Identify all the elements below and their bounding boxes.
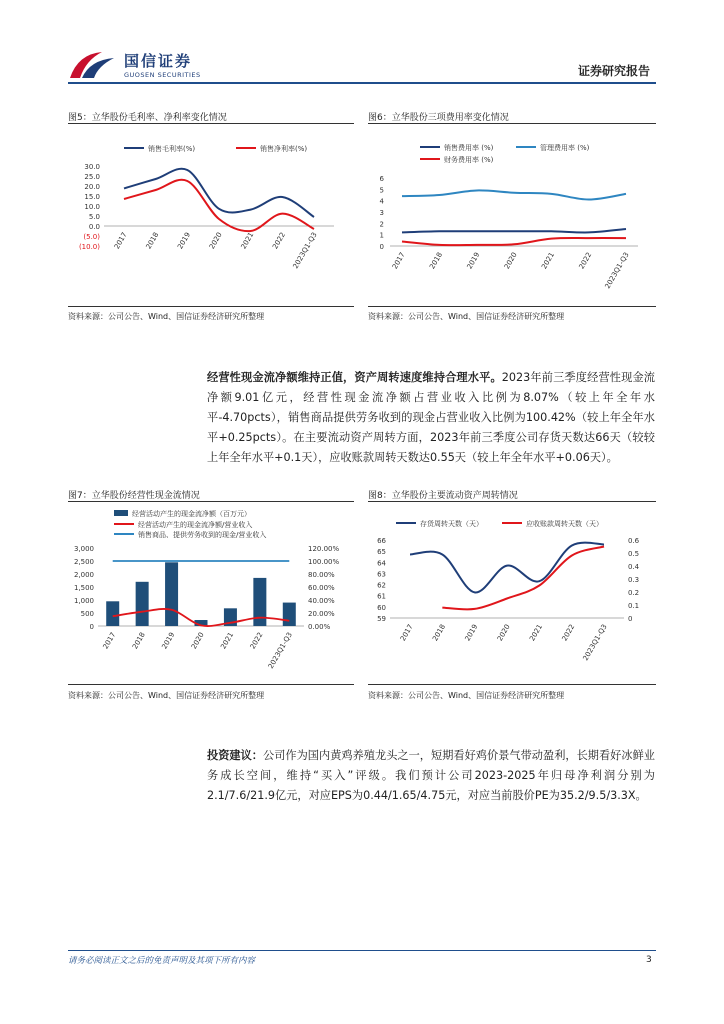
fig5-bottom-rule xyxy=(68,306,354,307)
fig7-y-right-tick-0: 120.00% xyxy=(308,545,340,553)
fig6-y-tick-3: 3 xyxy=(379,209,384,217)
footer-rule xyxy=(68,950,656,951)
fig6-x-tick-1: 2018 xyxy=(428,251,445,271)
cashflow-paragraph-text: 2023年前三季度经营性现金流净额9.01亿元，经营性现金流净额占营业收入比例为8.07%（较上年全年水平-4.70pcts），销售商品提供劳务收到的现金占营业收入比例为100.42%（较上年全年水平+0.25pcts）。在主要流动资产周转方面，2023年前三季度公司存货天数达66天（较较上年全年水平+0.1天），应收账款周转天数达0.55天（较上年全年水平+0.06天）。 xyxy=(207,371,655,464)
fig8-source: 资料来源：公司公告、Wind、国信证券经济研究所整理 xyxy=(368,691,565,700)
fig8-y-left-tick-5: 61 xyxy=(377,592,386,601)
fig7-bar-6 xyxy=(283,603,296,626)
fig7-x-tick-6: 2023Q1-Q3 xyxy=(266,631,295,671)
fig5-x-tick-3: 2020 xyxy=(207,231,224,251)
fig8-y-right-tick-2: 0.4 xyxy=(628,563,640,571)
fig6-legend-label-0: 销售费用率 (%) xyxy=(444,144,494,152)
logo-name-en: GUOSEN SECURITIES xyxy=(124,71,201,79)
fig8-x-tick-5: 2022 xyxy=(560,623,577,643)
fig7-y-right-tick-2: 80.00% xyxy=(308,571,335,579)
fig8-legend-label-0: 存货周转天数（天） xyxy=(420,520,483,528)
fig8-x-tick-2: 2019 xyxy=(463,623,480,643)
fig8-y-left-tick-4: 62 xyxy=(377,581,386,590)
fig8-y-right-tick-4: 0.2 xyxy=(628,589,640,597)
fig7-y-left-tick-0: 3,000 xyxy=(73,545,94,553)
fig5-chart xyxy=(68,130,354,300)
fig7-y-left-tick-2: 2,000 xyxy=(73,571,94,579)
fig8-x-tick-1: 2018 xyxy=(431,623,448,643)
investment-advice-paragraph xyxy=(207,746,655,806)
fig5-title: 图5：立华股份毛利率、净利率变化情况 xyxy=(68,113,227,123)
fig8-series-line-0 xyxy=(410,543,604,593)
fig8-top-rule xyxy=(368,501,656,502)
fig5-y-tick-3: 15.0 xyxy=(84,193,100,201)
fig7-y-left-tick-6: 0 xyxy=(89,623,94,631)
fig8-y-left-tick-3: 63 xyxy=(377,570,386,579)
header-rule xyxy=(68,82,656,84)
fig6-x-tick-2: 2019 xyxy=(465,251,482,271)
fig7-y-right-tick-1: 100.00% xyxy=(308,558,340,566)
fig7-y-left-tick-4: 1,000 xyxy=(73,597,94,605)
fig7-source: 资料来源：公司公告、Wind、国信证券经济研究所整理 xyxy=(68,691,265,700)
fig8-x-tick-4: 2021 xyxy=(528,623,545,643)
fig8-x-tick-3: 2020 xyxy=(495,623,512,643)
fig5-x-tick-1: 2018 xyxy=(144,231,161,251)
fig6-y-tick-6: 0 xyxy=(379,243,384,251)
cashflow-paragraph xyxy=(207,368,655,468)
fig5-y-tick-1: 25.0 xyxy=(84,173,100,181)
fig7-x-tick-3: 2020 xyxy=(189,631,206,651)
fig8-y-left-tick-2: 64 xyxy=(377,559,386,568)
fig8-x-tick-6: 2023Q1-Q3 xyxy=(581,623,609,663)
logo-name-cn: 国信证券 xyxy=(124,52,193,70)
fig7-x-tick-1: 2018 xyxy=(131,631,147,651)
fig5-y-tick-2: 20.0 xyxy=(84,183,100,191)
fig8-y-left-tick-1: 65 xyxy=(377,548,386,557)
fig7-legend-label-1: 经营活动产生的现金流净额/营业收入 xyxy=(138,521,253,529)
fig8-y-left-tick-7: 59 xyxy=(377,615,386,623)
footer-disclaimer: 请务必阅读正文之后的免责声明及其项下所有内容 xyxy=(68,956,256,966)
fig6-x-tick-0: 2017 xyxy=(390,251,407,271)
fig5-series-line-0 xyxy=(124,169,314,217)
fig8-x-tick-0: 2017 xyxy=(398,623,415,643)
fig7-y-right-tick-6: 0.00% xyxy=(308,623,331,631)
fig5-y-tick-5: 5.0 xyxy=(88,213,100,221)
fig7-bar-0 xyxy=(106,601,119,626)
fig5-source: 资料来源：公司公告、Wind、国信证券经济研究所整理 xyxy=(68,312,265,321)
fig5-legend-label-0: 销售毛利率(%) xyxy=(148,145,196,153)
fig7-y-left-tick-5: 500 xyxy=(80,610,94,618)
fig6-legend-label-1: 管理费用率 (%) xyxy=(540,144,590,152)
fig8-y-left-tick-6: 60 xyxy=(377,603,386,612)
fig6-legend-label-2: 财务费用率 (%) xyxy=(444,156,494,164)
fig6-series-line-0 xyxy=(402,229,626,232)
fig6-x-tick-6: 2023Q1-Q3 xyxy=(603,251,631,291)
fig6-y-tick-2: 4 xyxy=(379,197,384,206)
fig7-x-tick-5: 2022 xyxy=(248,631,265,651)
fig8-title: 图8：立华股份主要流动资产周转情况 xyxy=(368,491,518,501)
report-type: 证券研究报告 xyxy=(578,64,651,78)
fig7-y-left-tick-3: 1,500 xyxy=(73,584,94,592)
fig7-y-right-tick-3: 60.00% xyxy=(308,584,335,592)
investment-advice-text: 公司作为国内黄鸡养殖龙头之一，短期看好鸡价景气带动盈利，长期看好冰鲜业务成长空间，维持“买入”评级。我们预计公司2023-2025年归母净利润分别为2.1/7.6/21.9亿元，对应EPS为0.44/1.65/4.75元，对应当前股价PE为35.2/9.5/3.3X。 xyxy=(207,749,655,802)
fig6-bottom-rule xyxy=(368,306,656,307)
page-number: 3 xyxy=(646,955,652,965)
fig6-source: 资料来源：公司公告、Wind、国信证券经济研究所整理 xyxy=(368,312,565,321)
fig7-x-tick-4: 2021 xyxy=(219,631,236,651)
fig6-y-tick-4: 2 xyxy=(379,220,384,229)
fig8-bottom-rule xyxy=(368,684,656,685)
fig7-top-rule xyxy=(68,501,354,502)
fig8-y-right-tick-6: 0 xyxy=(628,615,633,623)
fig5-y-tick-4: 10.0 xyxy=(84,203,100,211)
cashflow-paragraph-bold: 经营性现金流净额维持正值，资产周转速度维持合理水平。 xyxy=(207,371,502,384)
fig6-title: 图6：立华股份三项费用率变化情况 xyxy=(368,113,509,123)
logo-mark-icon xyxy=(68,48,118,82)
fig8-y-left-tick-0: 66 xyxy=(377,537,386,545)
fig7-chart xyxy=(68,506,354,680)
fig6-top-rule xyxy=(368,123,656,124)
fig7-title: 图7：立华股份经营性现金流情况 xyxy=(68,491,200,501)
fig5-x-tick-5: 2022 xyxy=(271,231,288,251)
logo xyxy=(68,48,118,82)
fig5-y-tick-8: (10.0) xyxy=(78,243,100,251)
fig8-y-right-tick-3: 0.3 xyxy=(628,576,640,584)
fig6-x-tick-4: 2021 xyxy=(540,251,557,271)
fig7-y-left-tick-1: 2,500 xyxy=(73,558,94,566)
fig8-series-line-1 xyxy=(442,547,604,610)
fig8-y-right-tick-0: 0.6 xyxy=(628,537,640,545)
fig7-bar-1 xyxy=(136,582,149,626)
fig6-x-tick-5: 2022 xyxy=(577,251,594,271)
fig7-x-tick-0: 2017 xyxy=(101,631,118,651)
fig6-series-line-1 xyxy=(402,190,626,199)
fig5-x-tick-0: 2017 xyxy=(112,231,129,251)
fig7-y-right-tick-4: 40.00% xyxy=(308,597,335,605)
fig7-legend-label-0: 经营活动产生的现金流净额（百万元） xyxy=(132,510,251,518)
fig7-bottom-rule xyxy=(68,684,354,685)
fig7-bar-2 xyxy=(165,562,178,626)
fig7-legend-label-2: 销售商品、提供劳务收到的现金/营业收入 xyxy=(138,531,267,539)
fig5-x-tick-4: 2021 xyxy=(239,231,256,251)
fig8-chart xyxy=(368,506,656,680)
fig6-y-tick-1: 5 xyxy=(379,186,384,195)
fig8-y-right-tick-5: 0.1 xyxy=(628,602,640,610)
fig5-y-tick-7: (5.0) xyxy=(83,233,100,241)
fig5-x-tick-2: 2019 xyxy=(176,231,193,251)
fig8-y-right-tick-1: 0.5 xyxy=(628,550,640,558)
fig7-y-right-tick-5: 20.00% xyxy=(308,610,335,618)
fig6-series-line-2 xyxy=(402,238,626,245)
fig5-y-tick-0: 30.0 xyxy=(84,163,100,171)
fig8-legend-label-1: 应收账款周转天数（天） xyxy=(526,520,603,528)
fig5-series-line-1 xyxy=(124,180,314,231)
fig6-y-tick-0: 6 xyxy=(379,175,384,183)
fig7-legend-swatch-0 xyxy=(114,510,128,516)
fig6-y-tick-5: 1 xyxy=(379,231,384,240)
fig7-x-tick-2: 2019 xyxy=(160,631,177,651)
fig5-top-rule xyxy=(68,123,354,124)
investment-advice-label: 投资建议： xyxy=(207,749,263,762)
fig5-x-tick-6: 2023Q1-Q3 xyxy=(291,231,319,271)
fig6-x-tick-3: 2020 xyxy=(502,251,519,271)
fig5-y-tick-6: 0.0 xyxy=(88,223,100,231)
fig6-chart xyxy=(368,130,656,300)
fig5-legend-label-1: 销售净利率(%) xyxy=(260,145,308,153)
